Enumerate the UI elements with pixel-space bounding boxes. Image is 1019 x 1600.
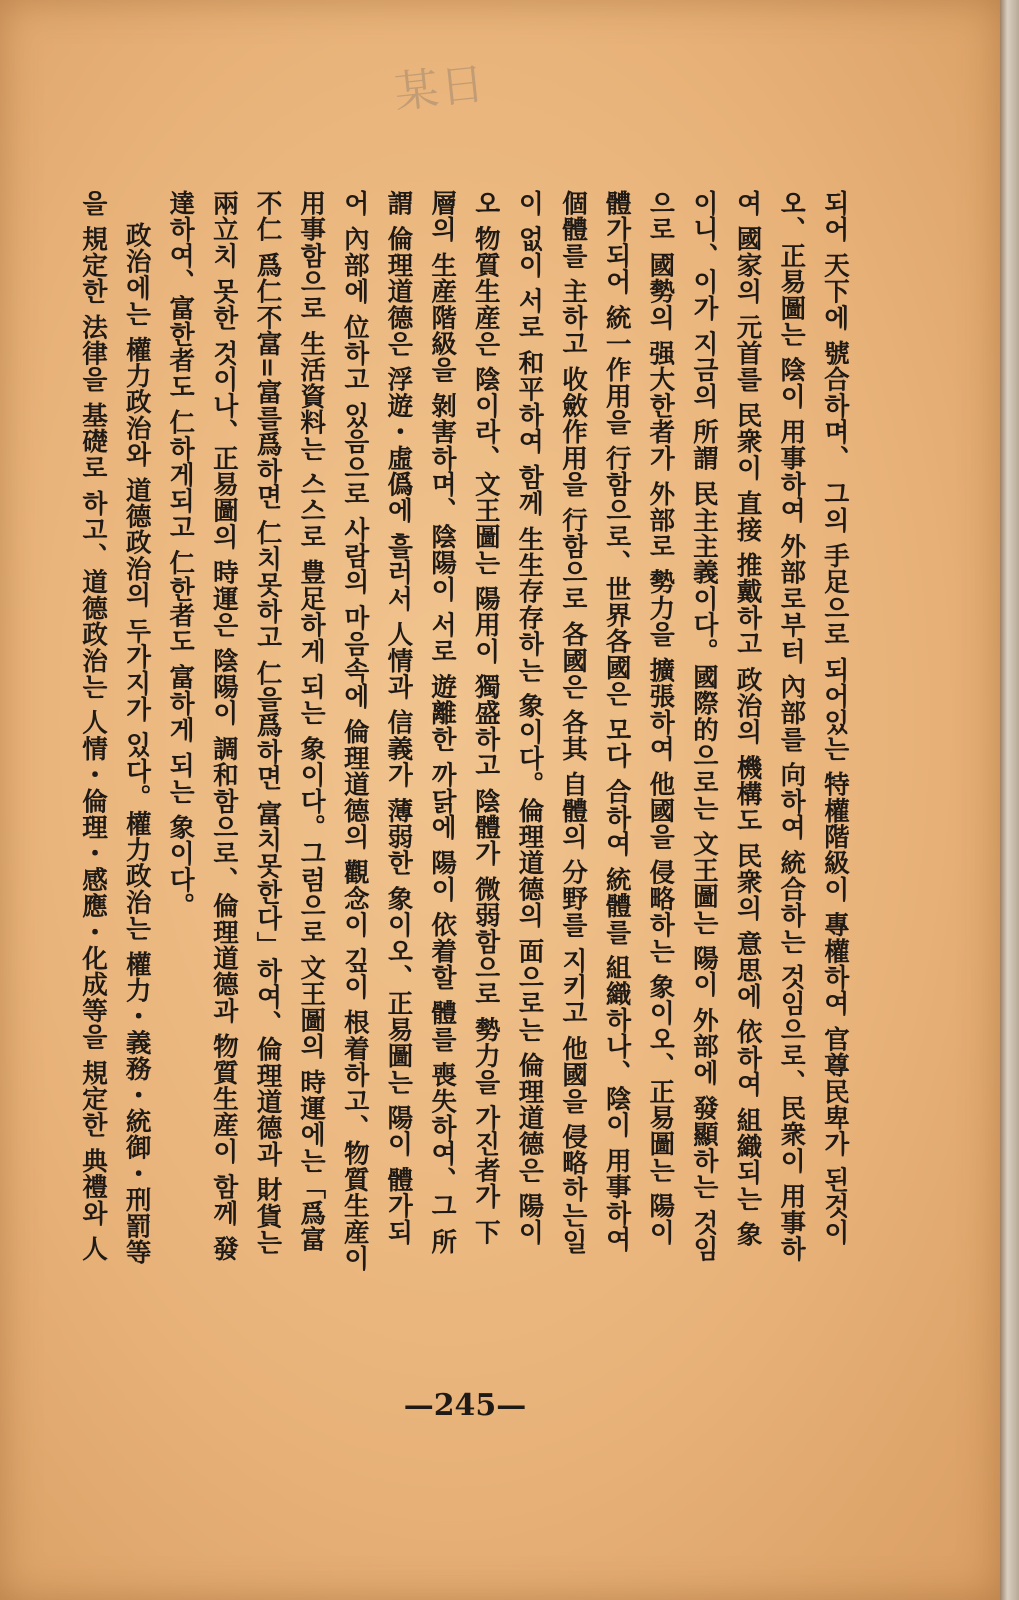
text-column: 어 內部에 位하고 있음으로 사람의 마음속에 倫理道德의 觀念이 깊이 根着하고、物質生産이 xyxy=(339,190,370,1272)
text-column: 오 物質生産은 陰이라、文王圖는 陽用이 獨盛하고 陰體가 微弱함으로 勢力을 가진者가 下 xyxy=(470,190,501,1245)
text-column: 여 國家의 元首를 民衆이 直接 推戴하고 政治의 機構도 民衆의 意思에 依하여 組織되는 象 xyxy=(732,190,763,1248)
page-number: —245— xyxy=(403,1388,527,1423)
text-column: 層의 生産階級을 剝害하며、陰陽이 서로 遊離한 까닭에 陽이 依着할 體를 喪失하여、그 所 xyxy=(427,190,458,1255)
text-column: 謂 倫理道德은 浮遊・虛僞에 흘러서 人情과 信義가 薄弱한 象이오、正易圖는 陽이 體가되 xyxy=(383,190,414,1245)
text-column: 오、正易圖는 陰이 用事하여 外部로부터 內部를 向하여 統合하는 것임으로、民衆이 用事하 xyxy=(776,190,807,1262)
text-column: 不仁 爲仁不富=富를爲하면 仁치못하고 仁을爲하면 富치못한다」하여、倫理道德과 財貨는 xyxy=(252,190,283,1256)
text-column: 個體를 主하고 收斂作用을 行함으로 各國은 各其 自體의 分野를 지키고 他國을 侵略하는일 xyxy=(558,190,589,1255)
faint-stamp: 某日 xyxy=(392,58,489,119)
text-column: 을 規定한 法律을 基礎로 하고、道德政治는 人情・倫理・感應・化成等을 規定한 典禮와 人 xyxy=(78,190,108,1262)
text-column: 用事함으로 生活資料는 스스로 豊足하게 되는 象이다。그럼으로 文王圖의 時運에는「爲富 xyxy=(296,190,327,1253)
text-column: 이니、이가 지금의 所謂 民主主義이다。國際的으로는 文王圖는 陽이 外部에 發顯하는 것임 xyxy=(688,190,719,1262)
text-column: 達하여、富한者도 仁하게되고 仁한者도 富하게 되는 象이다。 xyxy=(165,190,196,919)
text-column: 兩立치 못한 것이나、正易圖의 時運은 陰陽이 調和함으로、倫理道德과 物質生産이 함께 發 xyxy=(208,190,239,1262)
text-column: 體가되어 統一作用을 行함으로、世界各國은 모다 合하여 統體를 組織하나、陰이 用事하여 xyxy=(601,190,632,1253)
page-edge xyxy=(1000,0,1019,1600)
text-column: 되어 天下에 號合하며、 그의 手足으로 되어있는 特權階級이 專權하여 官尊民卑가 된것이 xyxy=(819,190,850,1245)
text-column-paragraph-start: 政治에는 權力政治와 道德政治의 두가지가 있다。權力政治는 權力・義務・統御・刑罰等 xyxy=(121,222,152,1266)
text-column: 으로 國勢의 强大한者가 外部로 勢力을 擴張하여 他國을 侵略하는 象이오、正易圖는 陽이 xyxy=(645,190,676,1245)
vertical-text-body xyxy=(78,190,850,1400)
text-column: 이 없이 서로 和平하여 함께 生生存存하는 象이다。倫理道德의 面으로는 倫理道德은 陽이 xyxy=(514,190,545,1245)
